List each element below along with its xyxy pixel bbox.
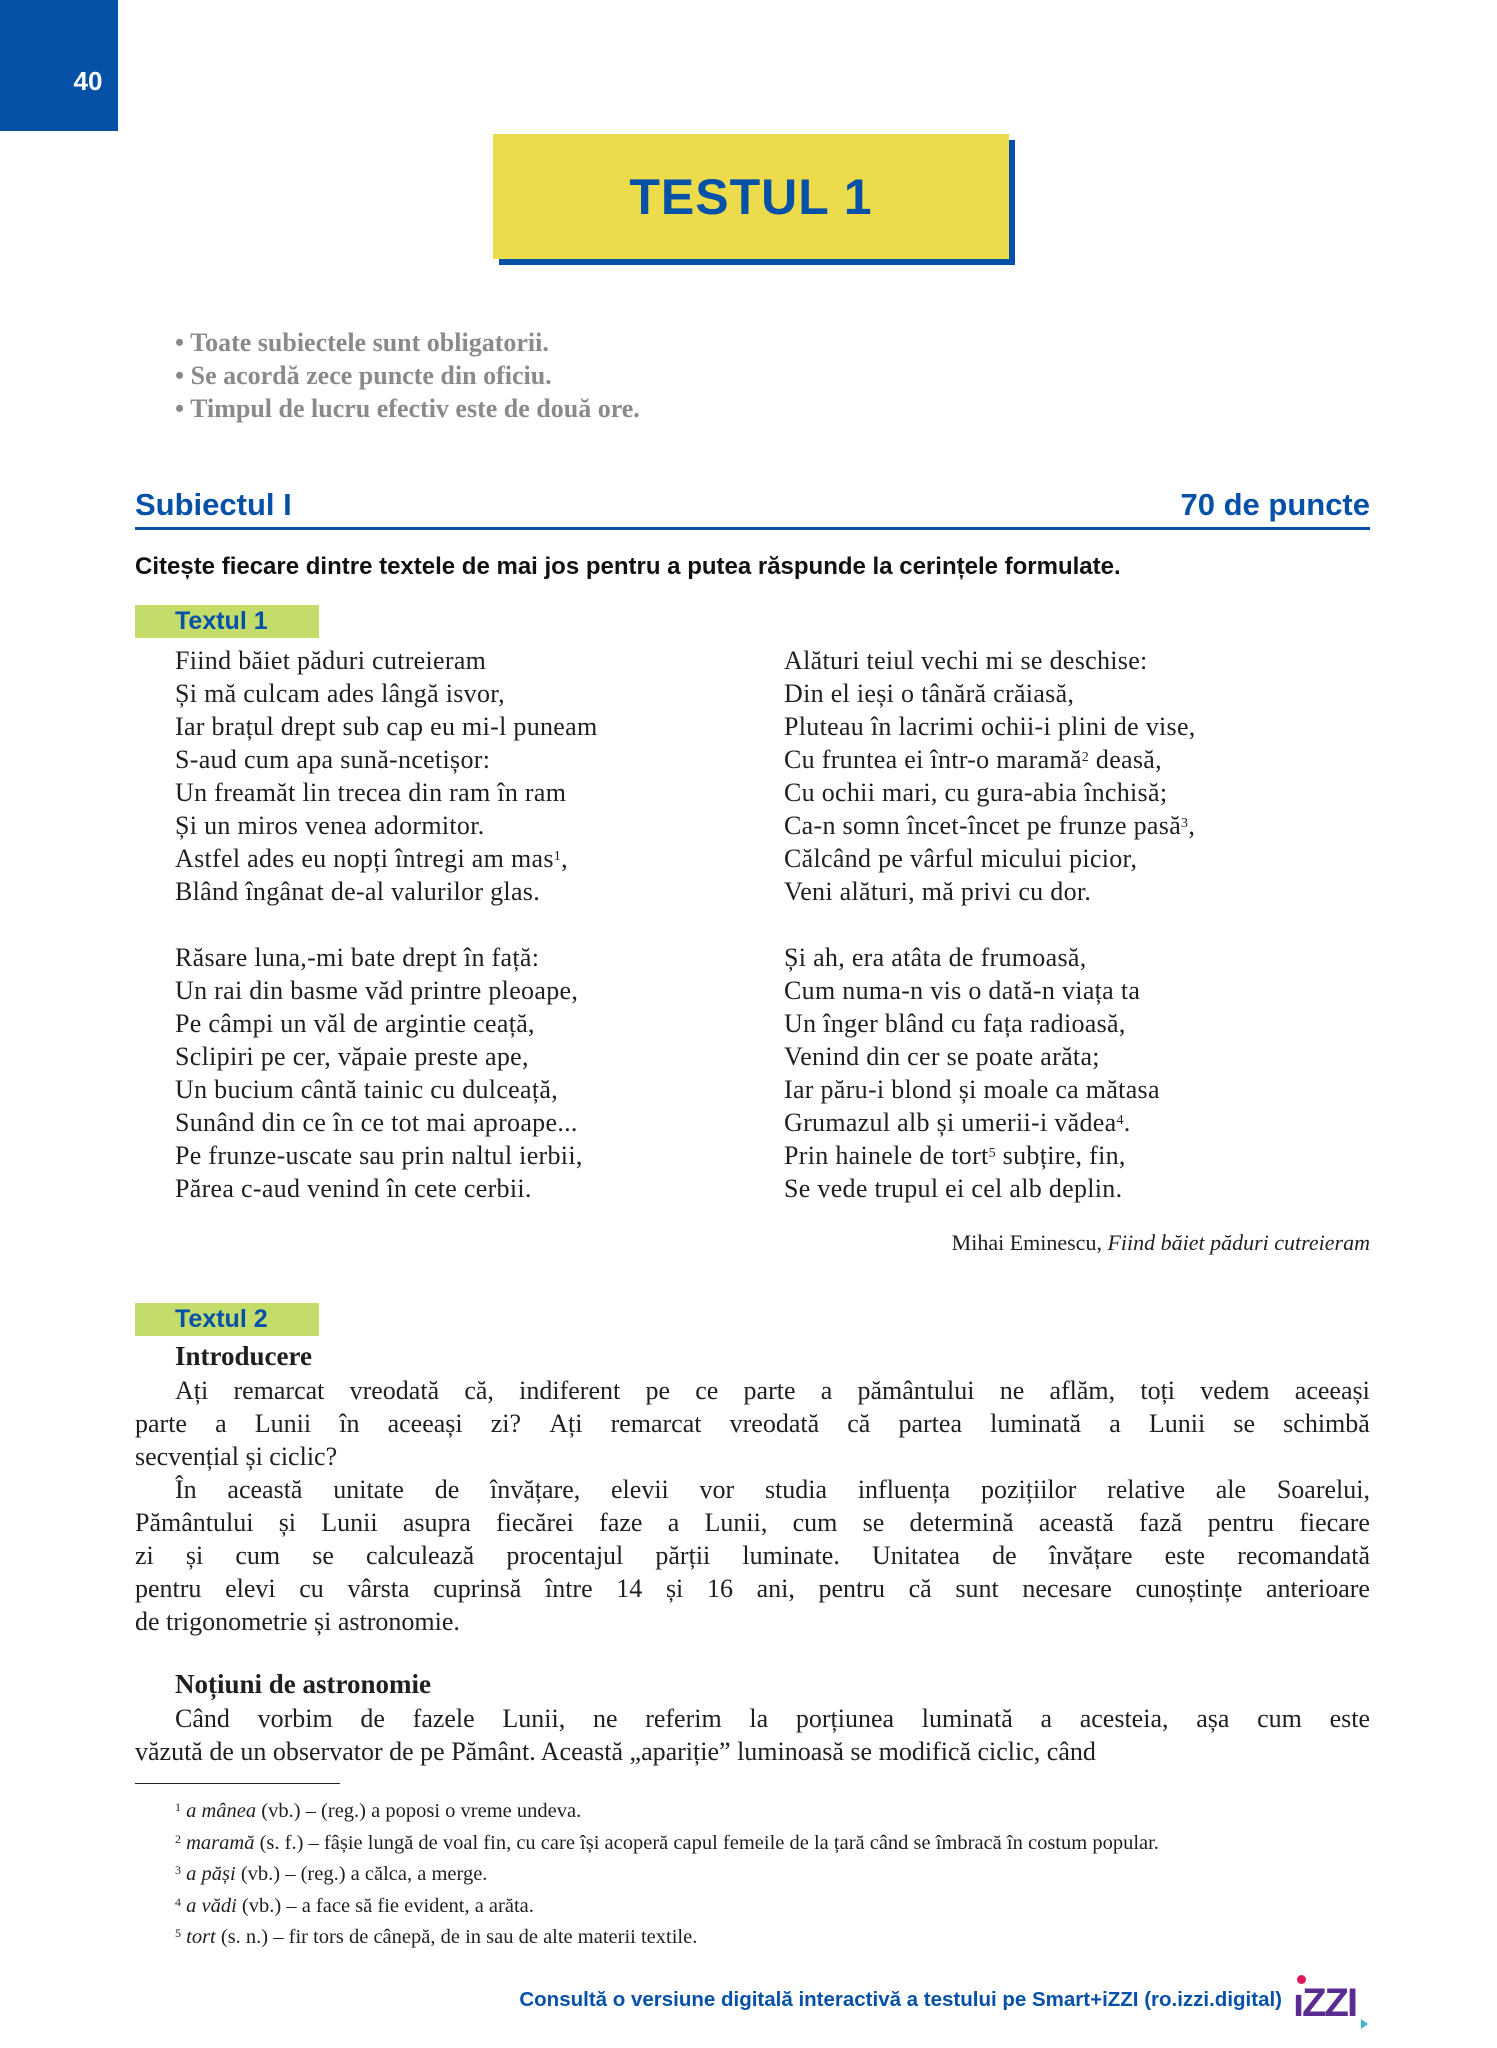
poem-line: [175, 842, 598, 875]
izzi-logo: ıZZI: [1293, 1975, 1373, 2025]
poem-line-text: Și mă culcam ades lângă isvor,: [175, 679, 505, 708]
poem-line-text: .: [1123, 1108, 1131, 1137]
word: a: [820, 1376, 833, 1405]
word: elevii: [611, 1475, 669, 1504]
word: se: [312, 1541, 334, 1570]
poem-line-text: Un bucium cântă tainic cu dulceață,: [175, 1075, 559, 1104]
poem-line: [175, 941, 598, 974]
word: cum: [792, 1508, 838, 1537]
poem-line-text: Blând îngânat de-al valurilor glas.: [175, 877, 541, 906]
word: parte: [135, 1409, 187, 1438]
word: necesare: [1022, 1574, 1112, 1603]
poem-line-text: Veni alături, mă privi cu dor.: [784, 877, 1092, 906]
heading-introducere: Introducere: [175, 1341, 312, 1371]
poem-line-text: Cum numa-n vis o dată-n viața ta: [784, 976, 1141, 1005]
word: recomandată: [1237, 1541, 1370, 1570]
word: pentru: [135, 1574, 202, 1603]
word: zi?: [490, 1409, 522, 1438]
footnote: [175, 1895, 534, 1918]
poem-line-text: Răsare luna,-mi bate drept în față:: [175, 943, 540, 972]
word: vor: [699, 1475, 735, 1504]
rule-item: • Timpul de lucru efectiv este de două ore.: [175, 394, 640, 423]
word: Ați: [175, 1376, 209, 1405]
word: ne: [999, 1376, 1025, 1405]
poem-line: [784, 1172, 1196, 1205]
poem-line: [175, 1073, 598, 1106]
poem-line-text: Cu ochii mari, cu gura-abia închisă;: [784, 778, 1168, 807]
poem-line-text: Din el ieși o tânără crăiasă,: [784, 679, 1075, 708]
poem-line: [175, 1106, 598, 1139]
word: vedem: [1200, 1376, 1270, 1405]
word: Pământului: [135, 1508, 254, 1537]
word: și: [278, 1508, 297, 1537]
footnote: [175, 1800, 581, 1823]
footnote-term: a vădi: [186, 1894, 237, 1917]
word: cum: [235, 1541, 281, 1570]
word: zi: [135, 1541, 154, 1570]
rule-item: • Se acordă zece puncte din oficiu.: [175, 361, 552, 390]
poem-line: [175, 743, 598, 776]
word: pentru: [818, 1574, 885, 1603]
word: pozițiilor: [980, 1475, 1077, 1504]
paragraph-line: de trigonometrie și astronomie.: [135, 1607, 460, 1636]
word: a: [1109, 1409, 1121, 1438]
word: fiecărei: [495, 1508, 574, 1537]
word: Lunii: [1148, 1409, 1206, 1438]
word: parte: [743, 1376, 796, 1405]
page-number: 40: [73, 66, 103, 96]
word: În: [175, 1475, 197, 1504]
poem-line: [175, 677, 598, 710]
word: părții: [655, 1541, 711, 1570]
poem-right-column: [784, 644, 1196, 1205]
word: Lunii: [254, 1409, 312, 1438]
word: Ați: [549, 1409, 583, 1438]
word: partea: [898, 1409, 962, 1438]
word: Lunii: [321, 1508, 378, 1537]
poem-line-text: Părea c-aud venind în cete cerbii.: [175, 1174, 532, 1203]
word: pentru: [1207, 1508, 1274, 1537]
word: între: [544, 1574, 593, 1603]
word: că: [908, 1574, 932, 1603]
poem-line: [175, 1139, 598, 1172]
word: ale: [1215, 1475, 1247, 1504]
word: remarcat: [233, 1376, 325, 1405]
word: este: [1164, 1541, 1206, 1570]
heading-notiuni: Noțiuni de astronomie: [175, 1669, 432, 1699]
footnote-definition: (vb.) – (reg.) a călca, a merge.: [235, 1863, 488, 1885]
word: influența: [857, 1475, 951, 1504]
word: pe: [645, 1376, 670, 1405]
rule-item: • Toate subiectele sunt obligatorii.: [175, 328, 549, 357]
word: luminate.: [742, 1541, 840, 1570]
poem-line: [175, 644, 598, 677]
word: vreodată: [729, 1409, 820, 1438]
word: ce: [695, 1376, 719, 1405]
footnote: [175, 1863, 487, 1886]
word: și: [185, 1541, 204, 1570]
poem-line-text: deasă,: [1089, 745, 1162, 774]
poem-line: [784, 776, 1196, 809]
instruction: Citește fiecare dintre textele de mai jos pentru a putea răspunde la cerințele formulate.: [135, 553, 1121, 580]
word: referim: [645, 1704, 722, 1733]
poem-line: [784, 875, 1196, 908]
poem-line-text: Un înger blând cu fața radioasă,: [784, 1009, 1126, 1038]
word: de: [360, 1704, 385, 1733]
poem-line-text: Fiind băiet păduri cutreieram: [175, 646, 487, 675]
work-title: Fiind băiet păduri cutreieram: [1107, 1230, 1370, 1255]
footnote-definition: (s. n.) – fir tors de cânepă, de in sau de alte materii textile.: [215, 1926, 698, 1948]
poem-line-text: Cu fruntea ei într-o maramă: [784, 745, 1082, 774]
text1-label: Textul 1: [135, 605, 319, 638]
word: cunoștințe: [1135, 1574, 1243, 1603]
title-box: [493, 134, 1009, 259]
poem-line: [784, 1073, 1196, 1106]
poem-line-text: Iar brațul drept sub cap eu mi-l puneam: [175, 712, 598, 741]
poem-line: [175, 809, 598, 842]
word: Soarelui,: [1276, 1475, 1370, 1504]
poem-line-text: ,: [1188, 811, 1196, 840]
word: fiecare: [1299, 1508, 1370, 1537]
paragraph-line: secvențial și ciclic?: [135, 1442, 338, 1471]
paragraph-line: [135, 1539, 1370, 1572]
word: pământului: [857, 1376, 975, 1405]
word: în: [339, 1409, 360, 1438]
poem-line: [784, 809, 1196, 842]
footnote-number: 2: [175, 1831, 181, 1846]
poem-line-text: Și ah, era atâta de frumoasă,: [784, 943, 1087, 972]
poem-line-text: Venind din cer se poate arăta;: [784, 1042, 1100, 1071]
paragraph-intro-2: [135, 1473, 1370, 1638]
poem-attribution: [952, 1230, 1370, 1256]
word: așa: [1196, 1704, 1230, 1733]
word: aceeași: [387, 1409, 463, 1438]
word: calculează: [365, 1541, 475, 1570]
poem-line: [175, 1040, 598, 1073]
word: sunt: [955, 1574, 999, 1603]
footnote-number: 3: [175, 1863, 181, 1877]
section-points: 70 de puncte: [1180, 487, 1370, 522]
word: remarcat: [610, 1409, 702, 1438]
word: 16: [706, 1574, 733, 1603]
poem-line-text: Prin hainele de tort: [784, 1141, 989, 1170]
paragraph-astronomy: [135, 1702, 1370, 1768]
word: elevi: [225, 1574, 276, 1603]
paragraph-line: [135, 1572, 1370, 1605]
section-title: Subiectul I: [135, 487, 292, 522]
poem-line: [175, 776, 598, 809]
word: aflăm,: [1049, 1376, 1116, 1405]
word: fază: [1139, 1508, 1183, 1537]
poem-line: [175, 1172, 598, 1205]
word: această: [227, 1475, 303, 1504]
poem-line-text: S-aud cum apa sună-ncetișor:: [175, 745, 491, 774]
word: Lunii,: [704, 1508, 768, 1537]
paragraph-line: [135, 1506, 1370, 1539]
word: se: [862, 1508, 885, 1537]
word: învățare: [1048, 1541, 1133, 1570]
word: cum: [1257, 1704, 1302, 1733]
paragraph-line: [135, 1473, 1370, 1506]
poem-line-text: Călcând pe vârful micului picior,: [784, 844, 1138, 873]
word: și: [665, 1574, 684, 1603]
word: luminată: [921, 1704, 1013, 1733]
footnote-term: tort: [186, 1926, 216, 1948]
footer-note[interactable]: Consultă o versiune digitală interactivă a testului pe Smart+iZZI (ro.izzi.digital): [519, 1988, 1282, 2011]
word: fazele: [412, 1704, 475, 1733]
footnote: [175, 1926, 697, 1949]
word: se: [1233, 1409, 1256, 1438]
author-name: Mihai Eminescu,: [951, 1230, 1108, 1255]
word: aceeași: [1294, 1376, 1370, 1405]
footnote-term: a păși: [186, 1863, 236, 1885]
word: de: [434, 1475, 460, 1504]
poem-line: [784, 677, 1196, 710]
word: studia: [764, 1475, 828, 1504]
word: că: [847, 1409, 871, 1438]
word: că,: [464, 1376, 494, 1405]
poem-line-text: Alături teiul vechi mi se deschise:: [784, 646, 1148, 675]
footnote: [175, 1832, 1159, 1855]
poem-line: [175, 875, 598, 908]
poem-line: [175, 1007, 598, 1040]
text2-label: Textul 2: [135, 1303, 319, 1336]
poem-line-text: Sclipiri pe cer, văpaie preste ape,: [175, 1042, 529, 1071]
poem-line: [784, 908, 1196, 941]
paragraph-line: [135, 1407, 1370, 1440]
footnote-number: 5: [175, 1926, 181, 1940]
poem-line: [784, 941, 1196, 974]
word: cu: [299, 1574, 324, 1603]
poem-line-text: Pe câmpi un văl de argintie ceață,: [175, 1009, 535, 1038]
word: de: [992, 1541, 1017, 1570]
poem-line-text: Un rai din basme văd printre pleoape,: [175, 976, 579, 1005]
word: procentajul: [506, 1541, 624, 1570]
footnote-ref: 3: [1181, 816, 1189, 831]
footnote-number: 1: [175, 1800, 181, 1814]
poem-line: [175, 710, 598, 743]
footnote-definition: (s. f.) – fâșie lungă de voal fin, cu care își acoperă capul femeile de la țară când se îmbracă în costum popular.: [254, 1831, 1159, 1854]
poem-line: [784, 1007, 1196, 1040]
word: faze: [599, 1508, 643, 1537]
poem-line-text: Se vede trupul ei cel alb deplin.: [784, 1174, 1123, 1203]
footnote-ref: 1: [553, 849, 562, 864]
word: acesteia,: [1079, 1704, 1169, 1733]
word: unitate: [333, 1475, 404, 1504]
poem-line: [784, 710, 1196, 743]
poem-line-text: Pe frunze-uscate sau prin naltul ierbii,: [175, 1141, 583, 1170]
paragraph-line: [135, 1374, 1370, 1407]
word: toți: [1140, 1376, 1176, 1405]
footnote-definition: (vb.) – a face să fie evident, a arăta.: [236, 1894, 534, 1917]
page-title: TESTUL 1: [629, 168, 873, 225]
paragraph-intro-1: [135, 1374, 1370, 1473]
footnote-definition: (vb.) – (reg.) a poposi o vreme undeva.: [256, 1800, 582, 1822]
word: Unitatea: [871, 1541, 961, 1570]
word: asupra: [402, 1508, 471, 1537]
word: este: [1329, 1704, 1370, 1733]
word: Când: [175, 1704, 230, 1733]
poem-line-text: Și un miros venea adormitor.: [175, 811, 485, 840]
poem-line-text: Grumazul alb și umerii-i vădea: [784, 1108, 1117, 1137]
poem-line-text: Un freamăt lin trecea din ram în ram: [175, 778, 567, 807]
poem-line: [175, 974, 598, 1007]
word: determină: [909, 1508, 1014, 1537]
word: la: [749, 1704, 769, 1733]
footnote-ref: 5: [988, 1146, 996, 1161]
poem-left-column: [175, 644, 598, 1205]
word: a: [1040, 1704, 1053, 1733]
word: ne: [592, 1704, 618, 1733]
poem-line-text: Astfel ades eu nopți întregi am mas: [175, 844, 554, 873]
poem-line-text: subțire, fin,: [995, 1141, 1126, 1170]
word: vârsta: [347, 1574, 410, 1603]
footnote-ref: 4: [1116, 1113, 1124, 1128]
word: vreodată: [349, 1376, 440, 1405]
poem-line-text: ,: [561, 844, 568, 873]
word: porțiunea: [795, 1704, 895, 1733]
word: cuprinsă: [433, 1574, 522, 1603]
poem-line-text: Iar păru-i blond și moale ca mătasa: [784, 1075, 1160, 1104]
footnote-number: 4: [175, 1894, 181, 1909]
poem-line: [784, 1040, 1196, 1073]
paragraph-line: văzută de un observator de pe Pământ. Această „apariție” luminoasă se modifică ciclic, când: [135, 1737, 1096, 1766]
word: această: [1038, 1508, 1114, 1537]
word: Lunii,: [502, 1704, 566, 1733]
footnote-term: maramă: [186, 1831, 255, 1854]
word: 14: [616, 1574, 643, 1603]
section-header: [135, 487, 1370, 530]
word: învățare,: [490, 1475, 581, 1504]
poem-line: [784, 644, 1196, 677]
word: a: [215, 1409, 227, 1438]
poem-line: [784, 1139, 1196, 1172]
word: vorbim: [257, 1704, 333, 1733]
footnote-term: a mânea: [186, 1800, 257, 1822]
word: a: [667, 1508, 680, 1537]
poem-line-text: Pluteau în lacrimi ochii-i plini de vise,: [784, 712, 1196, 741]
footnote-divider: [135, 1783, 340, 1784]
poem-line: [175, 908, 598, 941]
poem-line: [784, 842, 1196, 875]
poem-line-text: Sunând din ce în ce tot mai aproape...: [175, 1108, 578, 1137]
poem-line: [784, 743, 1196, 776]
word: relative: [1107, 1475, 1186, 1504]
poem-line: [784, 974, 1196, 1007]
poem-line-text: Ca-n somn încet-încet pe frunze pasă: [784, 811, 1182, 840]
word: schimbă: [1283, 1409, 1370, 1438]
poem-line: [784, 1106, 1196, 1139]
word: luminată: [990, 1409, 1082, 1438]
paragraph-line: [135, 1702, 1370, 1735]
footnote-ref: 2: [1081, 750, 1090, 765]
word: indiferent: [519, 1376, 621, 1405]
word: anterioare: [1266, 1574, 1370, 1603]
word: ani,: [756, 1574, 795, 1603]
